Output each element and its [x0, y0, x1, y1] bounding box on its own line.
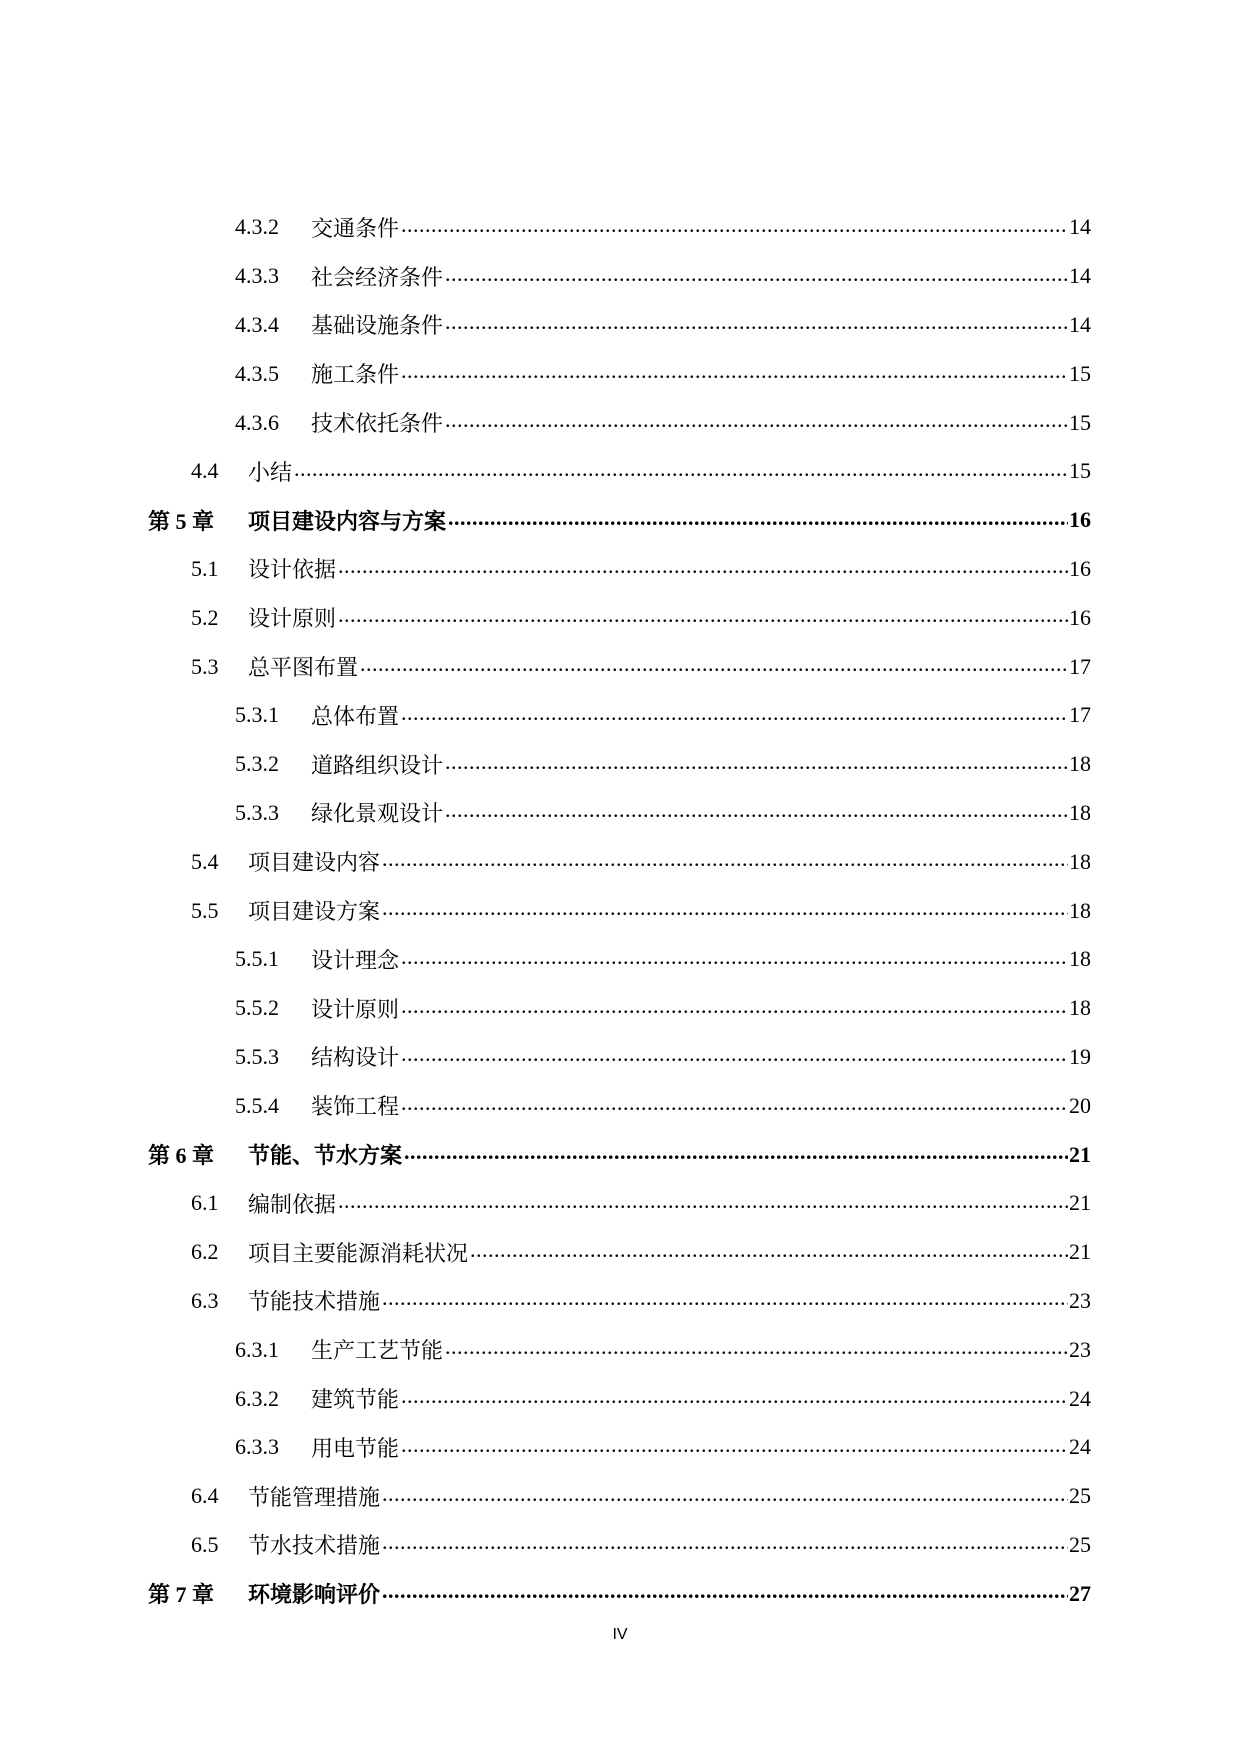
- toc-entry[interactable]: [0, 789, 1240, 838]
- toc-entry-title: 交通条件: [311, 212, 401, 243]
- toc-entry-title-line: [311, 1090, 1068, 1121]
- toc-entry-number: 6.1: [191, 1190, 219, 1216]
- toc-entry-title: 设计原则: [248, 602, 338, 633]
- toc-entry[interactable]: [0, 1179, 1240, 1228]
- dot-leader: [382, 1529, 1068, 1560]
- toc-entry-number: 6.3.2: [235, 1385, 279, 1411]
- toc-entry-title-line: [248, 602, 1068, 633]
- dot-leader: [382, 1578, 1068, 1609]
- toc-entry-title-line: [248, 553, 1068, 584]
- toc-entry[interactable]: [0, 593, 1240, 642]
- toc-entry[interactable]: [0, 1033, 1240, 1082]
- toc-entry-title-line: [248, 1529, 1068, 1560]
- toc-entry-title-line: [311, 407, 1068, 438]
- toc-entry-page: 18: [1069, 751, 1091, 777]
- toc-entry-title: 项目建设内容与方案: [248, 505, 448, 536]
- toc-entry-page: 21: [1069, 1239, 1091, 1265]
- toc-entry-page: 17: [1069, 702, 1091, 728]
- toc-entry-page: 14: [1069, 311, 1091, 337]
- toc-entry-number: 6.3.3: [235, 1434, 279, 1460]
- dot-leader: [401, 212, 1068, 243]
- toc-entry-title-line: [311, 309, 1068, 340]
- toc-entry[interactable]: [0, 1081, 1240, 1130]
- toc-entry-page: 15: [1069, 409, 1091, 435]
- toc-entry-page: 15: [1069, 360, 1091, 386]
- toc-entry-page: 14: [1069, 214, 1091, 240]
- dot-leader: [401, 358, 1068, 389]
- toc-entry[interactable]: [0, 1569, 1240, 1618]
- toc-entry-page: 20: [1069, 1092, 1091, 1118]
- toc-entry-page: 19: [1069, 1043, 1091, 1069]
- toc-entry[interactable]: [0, 691, 1240, 740]
- toc-entry-number: 4.3.5: [235, 360, 279, 386]
- toc-entry-title: 编制依据: [248, 1188, 338, 1219]
- toc-entry-title-line: [248, 1188, 1068, 1219]
- dot-leader: [445, 749, 1068, 780]
- toc-entry-title: 生产工艺节能: [311, 1334, 445, 1365]
- toc-entry-title-line: [248, 895, 1068, 926]
- toc-entry-title-line: [248, 456, 1068, 487]
- dot-leader: [470, 1237, 1068, 1268]
- toc-entry-title-line: [311, 212, 1068, 243]
- toc-entry-page: 18: [1069, 946, 1091, 972]
- toc-entry-title-line: [311, 1383, 1068, 1414]
- toc-entry[interactable]: [0, 1325, 1240, 1374]
- toc-entry-title: 设计理念: [311, 944, 401, 975]
- toc-entry[interactable]: [0, 740, 1240, 789]
- toc-entry-page: 18: [1069, 848, 1091, 874]
- toc-entry-title: 节能、节水方案: [248, 1139, 404, 1170]
- dot-leader: [401, 1041, 1068, 1072]
- toc-entry-title: 节能管理措施: [248, 1481, 382, 1512]
- toc-entry-title-line: [311, 797, 1068, 828]
- toc-entry[interactable]: [0, 1228, 1240, 1277]
- toc-entry[interactable]: [0, 1472, 1240, 1521]
- toc-entry-number: 5.5.1: [235, 946, 279, 972]
- toc-entry-title: 结构设计: [311, 1041, 401, 1072]
- toc-entry-title: 项目建设内容: [248, 846, 382, 877]
- toc-entry-title: 用电节能: [311, 1432, 401, 1463]
- toc-entry-title: 总体布置: [311, 700, 401, 731]
- toc-entry-number: 5.5.2: [235, 995, 279, 1021]
- toc-entry-title-line: [311, 944, 1068, 975]
- dot-leader: [404, 1139, 1068, 1170]
- toc-entry-title-line: [248, 1578, 1068, 1609]
- toc-entry-page: 18: [1069, 995, 1091, 1021]
- dot-leader: [360, 651, 1068, 682]
- dot-leader: [445, 261, 1068, 292]
- toc-entry-title-line: [311, 1041, 1068, 1072]
- toc-entry[interactable]: [0, 1521, 1240, 1570]
- toc-entry[interactable]: [0, 1374, 1240, 1423]
- toc-entry-page: 25: [1069, 1531, 1091, 1557]
- dot-leader: [338, 553, 1068, 584]
- toc-entry[interactable]: [0, 301, 1240, 350]
- toc-entry-number: 5.3.2: [235, 751, 279, 777]
- toc-entry[interactable]: [0, 1423, 1240, 1472]
- toc-entry-page: 17: [1069, 653, 1091, 679]
- toc-entry-title-line: [248, 1237, 1068, 1268]
- toc-entry-number: 4.4: [191, 458, 219, 484]
- toc-entry-number: 5.2: [191, 604, 219, 630]
- toc-entry-page: 21: [1069, 1190, 1091, 1216]
- dot-leader: [448, 505, 1068, 536]
- dot-leader: [382, 846, 1068, 877]
- toc-entry-page: 23: [1069, 1336, 1091, 1362]
- toc-entry[interactable]: [0, 349, 1240, 398]
- toc-entry[interactable]: [0, 496, 1240, 545]
- toc-entry-title: 设计原则: [311, 993, 401, 1024]
- toc-entry-title: 设计依据: [248, 553, 338, 584]
- toc-entry-title: 基础设施条件: [311, 309, 445, 340]
- toc-entry-page: 18: [1069, 897, 1091, 923]
- toc-entry[interactable]: [0, 398, 1240, 447]
- dot-leader: [338, 1188, 1068, 1219]
- toc-entry-title: 装饰工程: [311, 1090, 401, 1121]
- toc-entry-number: 5.5.4: [235, 1092, 279, 1118]
- toc-entry-title: 节水技术措施: [248, 1529, 382, 1560]
- toc-entry-title-line: [311, 1432, 1068, 1463]
- toc-entry-page: 25: [1069, 1483, 1091, 1509]
- toc-entry-title: 总平图布置: [248, 651, 360, 682]
- toc-entry-number: 5.5.3: [235, 1043, 279, 1069]
- toc-entry[interactable]: [0, 984, 1240, 1033]
- toc-entry-number: 第 5 章: [148, 508, 215, 534]
- toc-entry[interactable]: [0, 447, 1240, 496]
- toc-entry-page: 21: [1069, 1141, 1091, 1167]
- dot-leader: [382, 895, 1068, 926]
- toc-entry[interactable]: [0, 837, 1240, 886]
- toc-entry-title: 技术依托条件: [311, 407, 445, 438]
- toc-entry-page: 16: [1069, 507, 1091, 533]
- toc-entry-title-line: [311, 749, 1068, 780]
- toc-entry-page: 14: [1069, 263, 1091, 289]
- toc-entry-title-line: [248, 651, 1068, 682]
- toc-entry-number: 4.3.2: [235, 214, 279, 240]
- toc-entry-number: 6.3: [191, 1287, 219, 1313]
- toc-entry[interactable]: [0, 203, 1240, 252]
- page-number: IV: [612, 1626, 628, 1643]
- toc-entry-title: 施工条件: [311, 358, 401, 389]
- toc-entry-title: 建筑节能: [311, 1383, 401, 1414]
- toc-entry-title: 环境影响评价: [248, 1578, 382, 1609]
- toc-entry-title: 社会经济条件: [311, 261, 445, 292]
- dot-leader: [338, 602, 1068, 633]
- toc-entry-title-line: [248, 846, 1068, 877]
- toc-entry-number: 5.3.3: [235, 799, 279, 825]
- toc-entry-title-line: [311, 1334, 1068, 1365]
- toc-entry-page: 18: [1069, 799, 1091, 825]
- toc-entry-number: 4.3.4: [235, 311, 279, 337]
- toc-entry-title-line: [311, 993, 1068, 1024]
- dot-leader: [445, 797, 1068, 828]
- toc-entry-title: 道路组织设计: [311, 749, 445, 780]
- toc-entry-title: 绿化景观设计: [311, 797, 445, 828]
- toc-entry-title: 项目主要能源消耗状况: [248, 1237, 470, 1268]
- dot-leader: [401, 700, 1068, 731]
- toc-entry-title-line: [248, 1481, 1068, 1512]
- toc-entry-title-line: [248, 505, 1068, 536]
- toc-entry-page: 24: [1069, 1385, 1091, 1411]
- dot-leader: [445, 407, 1068, 438]
- toc-entry-number: 6.3.1: [235, 1336, 279, 1362]
- toc-entry[interactable]: [0, 1277, 1240, 1326]
- dot-leader: [445, 309, 1068, 340]
- toc-entry-page: 15: [1069, 458, 1091, 484]
- toc-entry-title-line: [311, 261, 1068, 292]
- dot-leader: [401, 993, 1068, 1024]
- toc-entry-number: 6.4: [191, 1483, 219, 1509]
- toc-entry-title: 小结: [248, 456, 294, 487]
- toc-entry-number: 5.5: [191, 897, 219, 923]
- toc-entry-page: 16: [1069, 604, 1091, 630]
- toc-entry[interactable]: [0, 642, 1240, 691]
- toc-entry-number: 4.3.6: [235, 409, 279, 435]
- toc-entry-title-line: [248, 1285, 1068, 1316]
- toc-entry-number: 4.3.3: [235, 263, 279, 289]
- dot-leader: [294, 456, 1068, 487]
- toc-entry-number: 6.2: [191, 1239, 219, 1265]
- dot-leader: [382, 1285, 1068, 1316]
- dot-leader: [445, 1334, 1068, 1365]
- toc-entry-number: 5.3: [191, 653, 219, 679]
- toc-entry-page: 23: [1069, 1287, 1091, 1313]
- toc-entry-number: 5.1: [191, 555, 219, 581]
- toc-entry-title-line: [311, 358, 1068, 389]
- toc-entry-number: 5.4: [191, 848, 219, 874]
- toc-entry[interactable]: [0, 545, 1240, 594]
- dot-leader: [382, 1481, 1068, 1512]
- toc-entry-title: 节能技术措施: [248, 1285, 382, 1316]
- toc-entry-title: 项目建设方案: [248, 895, 382, 926]
- toc-entry-number: 第 6 章: [148, 1143, 215, 1169]
- toc-entry-number: 第 7 章: [148, 1582, 215, 1608]
- toc-entry[interactable]: [0, 935, 1240, 984]
- toc-entry-title-line: [311, 700, 1068, 731]
- toc-entry-number: 5.3.1: [235, 702, 279, 728]
- dot-leader: [401, 944, 1068, 975]
- toc-entry-title-line: [248, 1139, 1068, 1170]
- toc-entry-page: 24: [1069, 1434, 1091, 1460]
- dot-leader: [401, 1432, 1068, 1463]
- toc-entry[interactable]: [0, 1130, 1240, 1179]
- dot-leader: [401, 1383, 1068, 1414]
- toc-entry[interactable]: [0, 886, 1240, 935]
- toc-entry[interactable]: [0, 252, 1240, 301]
- toc-entry-page: 27: [1069, 1580, 1091, 1606]
- toc-entry-number: 6.5: [191, 1531, 219, 1557]
- dot-leader: [401, 1090, 1068, 1121]
- table-of-contents: [0, 203, 1240, 1618]
- toc-entry-page: 16: [1069, 555, 1091, 581]
